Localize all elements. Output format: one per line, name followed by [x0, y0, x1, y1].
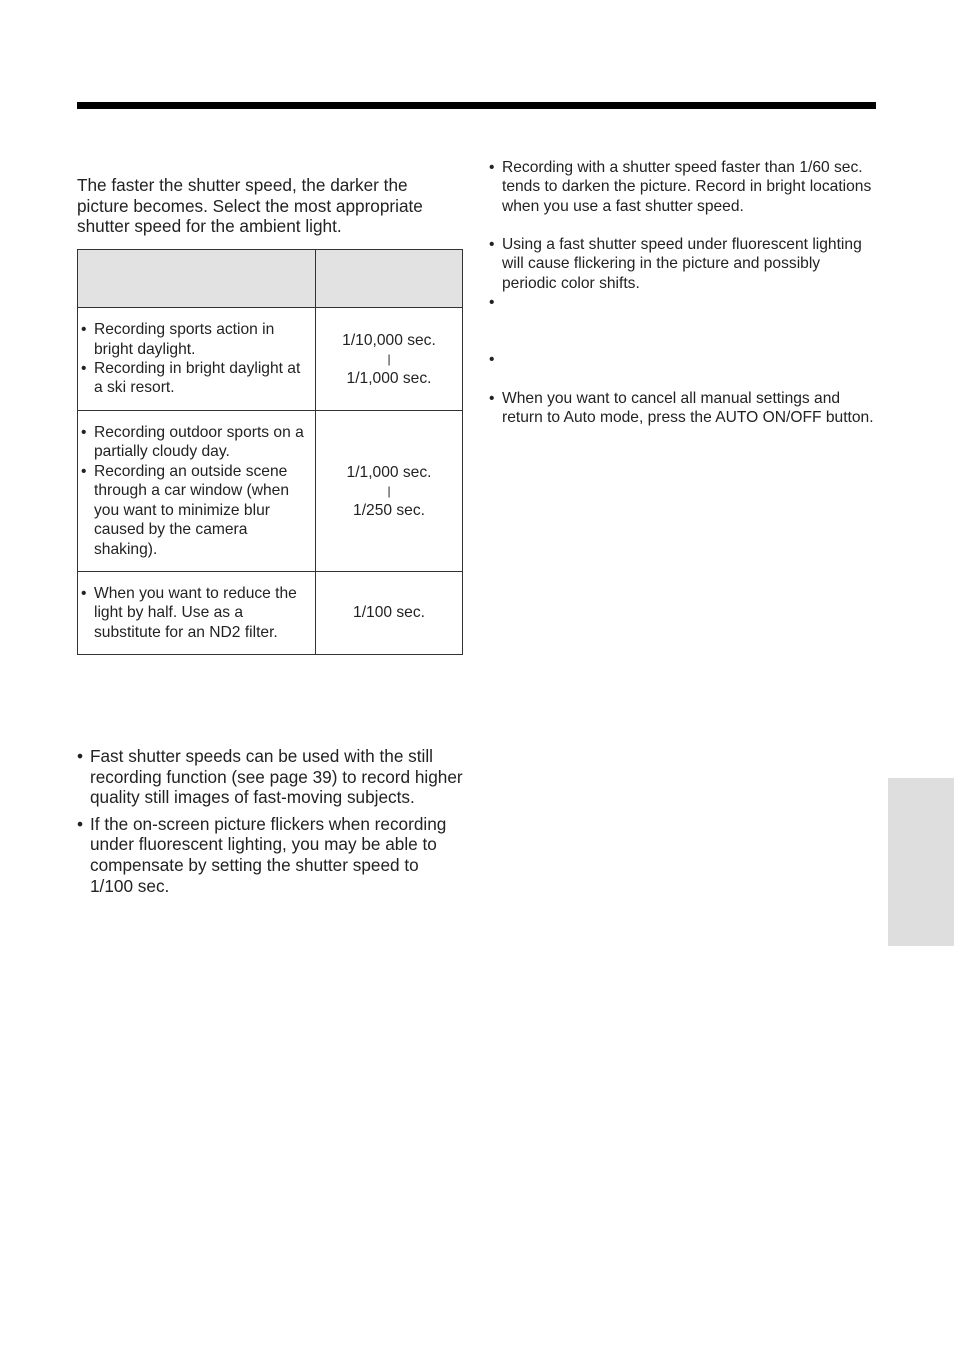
- left-notes-list: [77, 746, 463, 902]
- table-row: [78, 308, 463, 411]
- situation-cell: [78, 411, 316, 572]
- speed-value-bottom: 1/1,000 sec.: [346, 369, 432, 387]
- note-item: • Using a fast shutter speed under fluorescent lighting will cause flickering in the picture and possibly periodic color shifts.: [489, 235, 879, 293]
- shutter-speed-table: [77, 249, 463, 655]
- list-item: • Recording sports action in bright daylight.: [81, 320, 313, 359]
- intro-paragraph: The faster the shutter speed, the darker the picture becomes. Select the most appropriate shutter speed for the ambient light.: [77, 175, 423, 237]
- situation-list: [81, 584, 313, 642]
- note-item: • When you want to cancel all manual settings and return to Auto mode, press the AUTO ON/OFF button.: [489, 389, 879, 428]
- side-section-tab: [888, 778, 954, 946]
- list-item: • When you want to reduce the light by half. Use as a substitute for an ND2 filter.: [81, 584, 313, 642]
- top-rule: [77, 102, 876, 109]
- note-item: • If the on-screen picture flickers when recording under fluorescent lighting, you may be able to compensate by setting the shutter speed to 1/100 sec.: [77, 814, 463, 896]
- table-header-speed: [316, 250, 463, 308]
- speed-value-top: 1/1,000 sec.: [346, 463, 432, 481]
- table-row: [78, 411, 463, 572]
- speed-value: 1/100 sec.: [353, 604, 425, 622]
- note-item: • Fast shutter speeds can be used with the still recording function (see page 39) to record higher quality still images of fast-moving subjects.: [77, 746, 463, 808]
- list-item: • Recording an outside scene through a car window (when you want to minimize blur caused by the camera shaking).: [81, 462, 313, 559]
- situation-list: [81, 423, 313, 559]
- range-separator: |: [387, 483, 391, 498]
- speed-cell: [316, 411, 463, 572]
- range-separator: |: [387, 351, 391, 366]
- situation-cell: [78, 308, 316, 411]
- note-item: • Recording with a shutter speed faster than 1/60 sec. tends to darken the picture. Record in bright locations when you use a fast shutter speed.: [489, 158, 879, 216]
- speed-value-bottom: 1/250 sec.: [353, 501, 425, 519]
- list-item: • Recording outdoor sports on a partially cloudy day.: [81, 423, 313, 462]
- table-header-row: [78, 250, 463, 308]
- list-item: • Recording in bright daylight at a ski resort.: [81, 359, 313, 398]
- speed-cell: [316, 308, 463, 411]
- situation-cell: [78, 572, 316, 655]
- speed-cell: [316, 572, 463, 655]
- table-header-situation: [78, 250, 316, 308]
- situation-list: [81, 320, 313, 398]
- table-row: [78, 572, 463, 655]
- speed-value-top: 1/10,000 sec.: [342, 331, 436, 349]
